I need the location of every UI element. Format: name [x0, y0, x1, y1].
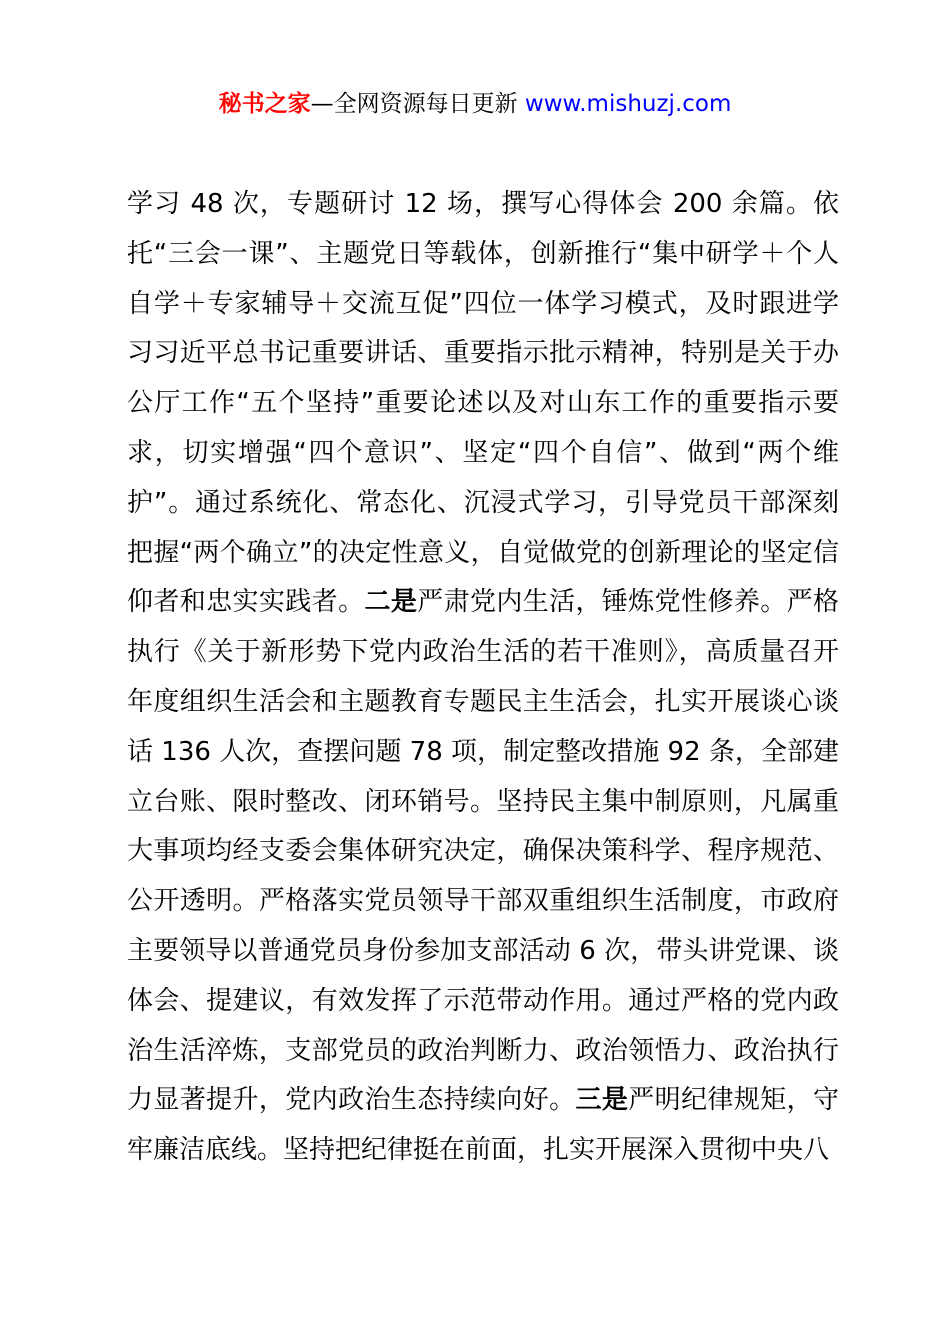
paragraph-text-part1: 学习 48 次，专题研讨 12 场，撰写心得体会 200 余篇。依托“三会一课”、主题党日等载体，创新推行“集中研学＋个人自学＋专家辅导＋交流互促”四位一体学习模式，及时跟进学习习近平总书记重要讲话、重要指示批示精神，特别是关于办公厅工作“五个坚持”重要论述以及对山东工作的重要指示要求，切实增强“四个意识”、坚定“四个自信”、做到“两个维护”。通过系统化、常态化、沉浸式学习，引导党员干部深刻把握“两个确立”的决定性意义，自觉做党的创新理论的坚定信仰者和忠实实践者。 [127, 189, 839, 618]
site-url-link[interactable]: www.mishuzj.com [524, 91, 732, 117]
header-slogan: —全网资源每日更新 [310, 91, 525, 117]
paragraph-text-part3: 严明纪律规矩，守牢廉洁底线。坚持把纪律挺在前面，扎实开展深入贯彻中央八 [127, 1085, 839, 1166]
paragraph-text-part2: 严肃党内生活，锤炼党性修养。严格执行《关于新形势下党内政治生活的若干准则》，高质量召开年度组织生活会和主题教育专题民主生活会，扎实开展谈心谈话 136 人次，查摆问题 78 项，制定整改措施 92 条，全部建立台账、限时整改、闭环销号。坚持民主集中制原则，凡属重大事项均经支委会集体研究决定，确保决策科学、程序规范、公开透明。严格落实党员领导干部双重组织生活制度，市政府主要领导以普通党员身份参加支部活动 6 次，带头讲党课、谈体会、提建议，有效发挥了示范带动作用。通过严格的党内政治生活淬炼，支部党员的政治判断力、政治领悟力、政治执行力显著提升，党内政治生态持续向好。 [127, 587, 839, 1116]
point-two-marker: 二是 [364, 587, 418, 618]
brand-name: 秘书之家 [218, 91, 311, 117]
point-three-marker: 三是 [575, 1085, 629, 1116]
site-header [0, 86, 950, 122]
document-paragraph [127, 180, 839, 1176]
